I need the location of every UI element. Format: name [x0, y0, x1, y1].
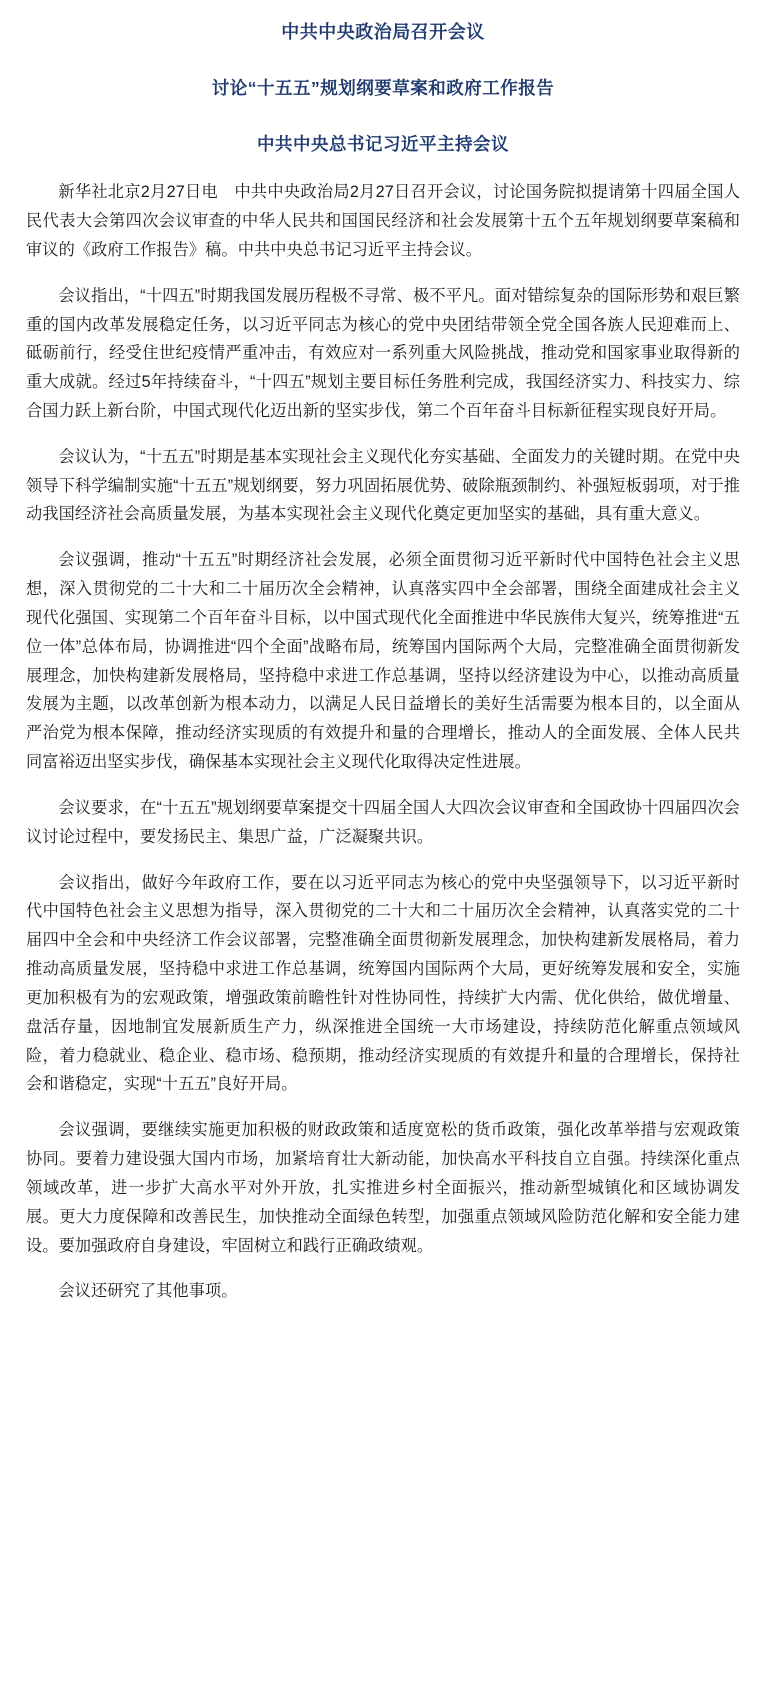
paragraph: 会议指出，“十四五”时期我国发展历程极不寻常、极不平凡。面对错综复杂的国际形势和艰巨繁重的国内改革发展稳定任务，以习近平同志为核心的党中央团结带领全党全国各族人民迎难而上、砥砺前行，经受住世纪疫情严重冲击，有效应对一系列重大风险挑战，推动党和国家事业取得新的重大成就。经过5年持续奋斗，“十四五”规划主要目标任务胜利完成，我国经济实力、科技实力、综合国力跃上新台阶，中国式现代化迈出新的坚实步伐，第二个百年奋斗目标新征程实现良好开局。 — [26, 286, 740, 420]
paragraph: 会议强调，推动“十五五”时期经济社会发展，必须全面贯彻习近平新时代中国特色社会主义思想，深入贯彻党的二十大和二十届历次全会精神，认真落实四中全会部署，围绕全面建成社会主义现代化强国、实现第二个百年奋斗目标，以中国式现代化全面推进中华民族伟大复兴，统筹推进“五位一体”总体布局，协调推进“四个全面”战略布局，统筹国内国际两个大局，完整准确全面贯彻新发展理念，加快构建新发展格局，坚持稳中求进工作总基调，坚持以经济建设为中心，以推动高质量发展为主题，以改革创新为根本动力，以满足人民日益增长的美好生活需要为根本目的，以全面从严治党为根本保障，推动经济实现质的有效提升和量的合理增长，推动人的全面发展、全体人民共同富裕迈出坚实步伐，确保基本实现社会主义现代化取得决定性进展。 — [26, 551, 740, 772]
paragraph: 会议要求，在“十五五”规划纲要草案提交十四届全国人大四次会议审查和全国政协十四届四次会议讨论过程中，要发扬民主、集思广益，广泛凝聚共识。 — [26, 798, 740, 846]
page-title: 中共中央政治局召开会议 — [281, 22, 485, 42]
subtitle-2: 中共中央总书记习近平主持会议 — [257, 133, 509, 154]
paragraph: 会议强调，要继续实施更加积极的财政政策和适度宽松的货币政策，强化改革举措与宏观政策协同。要着力建设强大国内市场，加紧培育壮大新动能，加快高水平科技自立自强。持续深化重点领域改革，进一步扩大高水平对外开放，扎实推进乡村全面振兴，推动新型城镇化和区域协调发展。更大力度保障和改善民生，加快推动全面绿色转型，加强重点领域风险防范化解和安全能力建设。要加强政府自身建设，牢固树立和践行正确政绩观。 — [26, 1121, 740, 1255]
headline-block — [26, 14, 740, 172]
paragraph: 会议认为，“十五五”时期是基本实现社会主义现代化夯实基础、全面发力的关键时期。在党中央领导下科学编制实施“十五五”规划纲要，努力巩固拓展优势、破除瓶颈制约、补强短板弱项，对于推动我国经济社会高质量发展，为基本实现社会主义现代化奠定更加坚实的基础，具有重大意义。 — [26, 447, 740, 524]
subtitle-1: 讨论“十五五”规划纲要草案和政府工作报告 — [211, 78, 555, 99]
paragraph: 新华社北京2月27日电 中共中央政治局2月27日召开会议，讨论国务院拟提请第十四届全国人民代表大会第四次会议审查的中华人民共和国国民经济和社会发展第十五个五年规划纲要草案稿和审议的《政府工作报告》稿。中共中央总书记习近平主持会议。 — [26, 183, 740, 259]
article-body — [26, 178, 740, 1306]
paragraph: 会议还研究了其他事项。 — [58, 1282, 238, 1301]
paragraph: 会议指出，做好今年政府工作，要在以习近平同志为核心的党中央坚强领导下，以习近平新时代中国特色社会主义思想为指导，深入贯彻党的二十大和二十届历次全会精神，认真落实党的二十届四中全会和中央经济工作会议部署，完整准确全面贯彻新发展理念，加快构建新发展格局，着力推动高质量发展，坚持稳中求进工作总基调，统筹国内国际两个大局，更好统筹发展和安全，实施更加积极有为的宏观政策，增强政策前瞻性针对性协同性，持续扩大内需、优化供给，做优增量、盘活存量，因地制宜发展新质生产力，纵深推进全国统一大市场建设，持续防范化解重点领域风险，着力稳就业、稳企业、稳市场、稳预期，推动经济实现质的有效提升和量的合理增长，保持社会和谐稳定，实现“十五五”良好开局。 — [26, 873, 740, 1094]
